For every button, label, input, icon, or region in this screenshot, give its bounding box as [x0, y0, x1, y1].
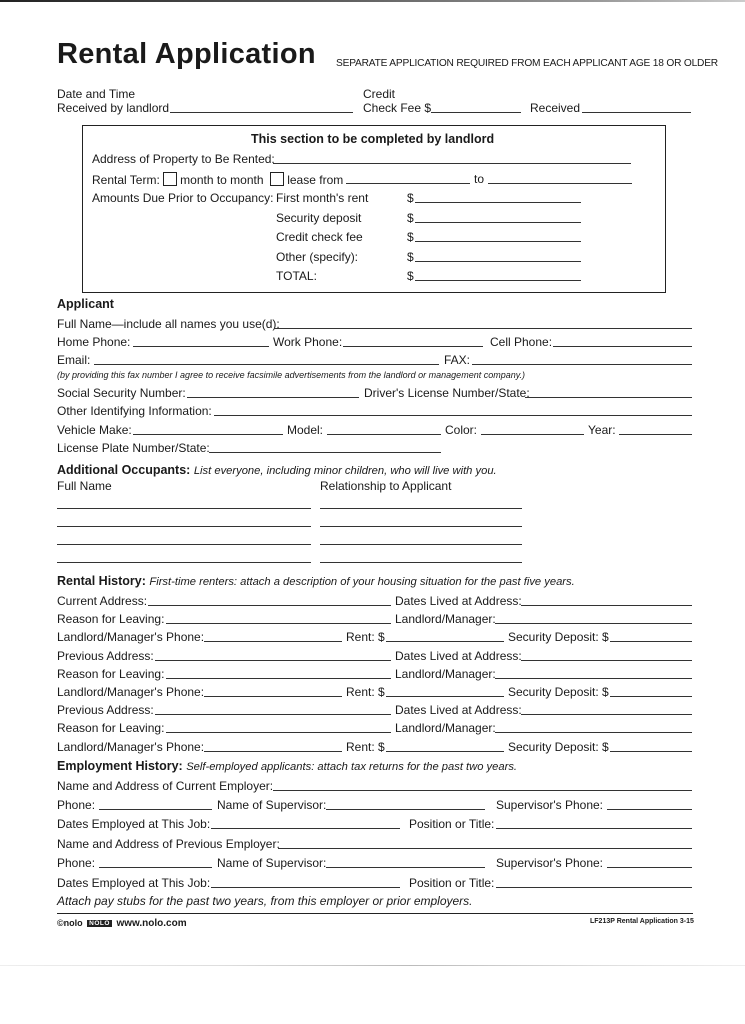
current-reason-leaving-field[interactable]: [166, 623, 391, 624]
currency-sign: $: [407, 230, 414, 244]
previous-address-label: Previous Address:: [57, 649, 154, 663]
current-employer-field[interactable]: [273, 790, 692, 791]
previous-supervisor-field[interactable]: [326, 867, 485, 868]
first-month-rent-field[interactable]: [415, 202, 581, 203]
security-deposit-label: Security Deposit: $: [508, 630, 609, 644]
work-phone-field[interactable]: [343, 346, 483, 347]
cell-phone-label: Cell Phone:: [490, 335, 553, 349]
fax-consent-note: (by providing this fax number I agree to receive facsimile advertisements from the landlord or management company.): [57, 370, 526, 380]
lease-to-field[interactable]: [488, 183, 632, 184]
current-employer-phone-field[interactable]: [99, 809, 212, 810]
dates-lived-label: Dates Lived at Address:: [395, 594, 522, 608]
security-deposit-label: Security Deposit: $: [508, 685, 609, 699]
current-position-field[interactable]: [496, 828, 692, 829]
nolo-logo: NOLO: [89, 920, 110, 927]
current-landlord-manager-field[interactable]: [495, 623, 692, 624]
previous-position-field[interactable]: [496, 887, 692, 888]
applicant-heading: Applicant: [57, 297, 114, 311]
landlord-section-box: [82, 125, 666, 293]
date-time-label: Date and Time: [57, 87, 136, 101]
rent-label: Rent: $: [346, 685, 385, 699]
occupant-name-field-4[interactable]: [57, 562, 311, 563]
previous-landlord-phone-field-1[interactable]: [204, 696, 342, 697]
landlord-phone-label: Landlord/Manager's Phone:: [57, 630, 205, 644]
home-phone-field[interactable]: [133, 346, 269, 347]
previous-address-label: Previous Address:: [57, 703, 154, 717]
work-phone-label: Work Phone:: [273, 335, 343, 349]
cell-phone-field[interactable]: [553, 346, 692, 347]
dates-employed-label: Dates Employed at This Job:: [57, 876, 211, 890]
first-month-rent-label: First month's rent: [276, 191, 369, 205]
occupant-relationship-field-2[interactable]: [320, 526, 522, 527]
currency-sign: $: [407, 211, 414, 225]
landlord-section-heading: This section to be completed by landlord: [251, 132, 495, 146]
previous-employer-label: Name and Address of Previous Employer:: [57, 837, 280, 851]
landlord-manager-label: Landlord/Manager:: [395, 667, 496, 681]
security-deposit-field[interactable]: [415, 222, 581, 223]
previous-address-field-1[interactable]: [155, 660, 391, 661]
rental-term-text: Rental Term:: [92, 173, 160, 187]
other-specify-field[interactable]: [415, 261, 581, 262]
credit-check-fee-field[interactable]: [415, 241, 581, 242]
fax-label: FAX:: [444, 353, 471, 367]
website-link[interactable]: www.nolo.com: [116, 918, 187, 929]
model-label: Model:: [287, 423, 324, 437]
page-subtitle: SEPARATE APPLICATION REQUIRED FROM EACH APPLICANT AGE 18 OR OLDER: [336, 58, 718, 69]
currency-sign: $: [407, 191, 414, 205]
year-field[interactable]: [619, 434, 692, 435]
reason-leaving-label: Reason for Leaving:: [57, 667, 165, 681]
current-supervisor-phone-field[interactable]: [607, 809, 692, 810]
check-fee-label: Check Fee $: [363, 101, 432, 115]
supervisor-label: Name of Supervisor:: [217, 798, 327, 812]
previous-reason-leaving-field-2[interactable]: [166, 732, 391, 733]
previous-reason-leaving-field-1[interactable]: [166, 678, 391, 679]
credit-label: Credit: [363, 87, 396, 101]
current-rent-field[interactable]: [386, 641, 504, 642]
rental-history-heading: [57, 574, 575, 588]
lease-to-label: to: [474, 172, 485, 186]
currency-sign: $: [407, 269, 414, 283]
employment-heading: [57, 759, 517, 773]
dates-employed-label: Dates Employed at This Job:: [57, 817, 211, 831]
drivers-license-field[interactable]: [525, 397, 692, 398]
scan-artifact-line: [0, 965, 745, 966]
received-by-landlord-field[interactable]: [170, 112, 353, 113]
occupants-heading-text: Additional Occupants:: [57, 463, 191, 477]
lease-from-field[interactable]: [346, 183, 470, 184]
landlord-manager-label: Landlord/Manager:: [395, 612, 496, 626]
check-fee-field[interactable]: [431, 112, 521, 113]
occupant-name-field-3[interactable]: [57, 544, 311, 545]
drivers-license-label: Driver's License Number/State:: [364, 386, 530, 400]
copyright-text: ©nolo: [57, 918, 83, 928]
ssn-label: Social Security Number:: [57, 386, 186, 400]
current-dates-employed-field[interactable]: [211, 828, 400, 829]
license-plate-field[interactable]: [209, 452, 441, 453]
email-label: Email:: [57, 353, 91, 367]
footer-left: [57, 918, 187, 929]
vehicle-make-field[interactable]: [133, 434, 283, 435]
previous-rent-field-1[interactable]: [386, 696, 504, 697]
employment-heading-text: Employment History:: [57, 759, 183, 773]
home-phone-label: Home Phone:: [57, 335, 131, 349]
occupant-name-field-2[interactable]: [57, 526, 311, 527]
model-field[interactable]: [327, 434, 441, 435]
received-by-landlord-label: Received by landlord: [57, 101, 170, 115]
rental-history-instruction: First-time renters: attach a description of your housing situation for the past five years.: [149, 576, 575, 588]
employment-instruction: Self-employed applicants: attach tax returns for the past two years.: [186, 761, 518, 773]
month-to-month-checkbox[interactable]: [163, 172, 177, 186]
current-security-deposit-field[interactable]: [610, 641, 692, 642]
security-deposit-label: Security deposit: [276, 211, 362, 225]
current-address-field[interactable]: [148, 605, 391, 606]
other-id-field[interactable]: [214, 415, 692, 416]
occupant-relationship-field-3[interactable]: [320, 544, 522, 545]
landlord-manager-label: Landlord/Manager:: [395, 721, 496, 735]
occupant-full-name-header: Full Name: [57, 479, 112, 493]
rent-label: Rent: $: [346, 740, 385, 754]
supervisor-label: Name of Supervisor:: [217, 856, 327, 870]
supervisor-phone-label: Supervisor's Phone:: [496, 798, 604, 812]
current-employer-label: Name and Address of Current Employer:: [57, 779, 274, 793]
previous-supervisor-phone-field[interactable]: [607, 867, 692, 868]
previous-employer-phone-field[interactable]: [99, 867, 212, 868]
other-id-label: Other Identifying Information:: [57, 404, 212, 418]
previous-dates-employed-field[interactable]: [211, 887, 400, 888]
rent-label: Rent: $: [346, 630, 385, 644]
previous-employer-field[interactable]: [278, 848, 692, 849]
fax-field[interactable]: [472, 364, 692, 365]
received-label: Received: [530, 101, 581, 115]
scan-top-edge: [0, 0, 745, 2]
total-label: TOTAL:: [276, 269, 317, 283]
page-title: Rental Application: [57, 38, 316, 70]
occupant-name-field-1[interactable]: [57, 508, 311, 509]
dates-lived-label: Dates Lived at Address:: [395, 649, 522, 663]
employer-phone-label: Phone:: [57, 856, 96, 870]
rental-term-label: [92, 172, 343, 187]
previous-security-deposit-field-1[interactable]: [610, 696, 692, 697]
current-landlord-phone-field[interactable]: [204, 641, 342, 642]
footer-rule: [57, 913, 693, 914]
security-deposit-label: Security Deposit: $: [508, 740, 609, 754]
supervisor-phone-label: Supervisor's Phone:: [496, 856, 604, 870]
occupant-relationship-field-1[interactable]: [320, 508, 522, 509]
full-name-field[interactable]: [274, 328, 692, 329]
current-dates-lived-field[interactable]: [521, 605, 692, 606]
previous-landlord-manager-field-1[interactable]: [495, 678, 692, 679]
position-label: Position or Title:: [409, 817, 495, 831]
property-address-label: Address of Property to Be Rented:: [92, 152, 275, 166]
vehicle-make-label: Vehicle Make:: [57, 423, 132, 437]
landlord-phone-label: Landlord/Manager's Phone:: [57, 740, 205, 754]
occupants-instruction: List everyone, including minor children, who will live with you.: [193, 465, 497, 477]
previous-landlord-phone-field-2[interactable]: [204, 751, 342, 752]
full-name-label: Full Name—include all names you use(d):: [57, 317, 280, 331]
occupants-heading: [57, 463, 497, 477]
occupant-relationship-field-4[interactable]: [320, 562, 522, 563]
previous-dates-lived-field-2[interactable]: [521, 714, 692, 715]
previous-rent-field-2[interactable]: [386, 751, 504, 752]
total-field[interactable]: [415, 280, 581, 281]
employer-phone-label: Phone:: [57, 798, 96, 812]
previous-landlord-manager-field-2[interactable]: [495, 732, 692, 733]
previous-dates-lived-field-1[interactable]: [521, 660, 692, 661]
received-field[interactable]: [582, 112, 691, 113]
dates-lived-label: Dates Lived at Address:: [395, 703, 522, 717]
current-address-label: Current Address:: [57, 594, 148, 608]
rental-history-heading-text: Rental History:: [57, 574, 146, 588]
pay-stubs-note: Attach pay stubs for the past two years, from this employer or prior employers.: [57, 894, 473, 908]
form-id: LF213P Rental Application 3-15: [590, 918, 694, 925]
lease-from-label: lease from: [287, 173, 344, 187]
reason-leaving-label: Reason for Leaving:: [57, 612, 165, 626]
reason-leaving-label: Reason for Leaving:: [57, 721, 165, 735]
previous-address-field-2[interactable]: [155, 714, 391, 715]
license-plate-label: License Plate Number/State:: [57, 441, 210, 455]
previous-security-deposit-field-2[interactable]: [610, 751, 692, 752]
amounts-due-label: Amounts Due Prior to Occupancy:: [92, 191, 274, 205]
occupant-relationship-header: Relationship to Applicant: [320, 479, 452, 493]
ssn-field[interactable]: [187, 397, 359, 398]
color-field[interactable]: [481, 434, 584, 435]
year-label: Year:: [588, 423, 616, 437]
currency-sign: $: [407, 250, 414, 264]
credit-check-fee-label: Credit check fee: [276, 230, 363, 244]
other-specify-label: Other (specify):: [276, 250, 359, 264]
month-to-month-label: month to month: [180, 173, 264, 187]
position-label: Position or Title:: [409, 876, 495, 890]
property-address-field[interactable]: [273, 163, 631, 164]
landlord-phone-label: Landlord/Manager's Phone:: [57, 685, 205, 699]
lease-checkbox[interactable]: [270, 172, 284, 186]
color-label: Color:: [445, 423, 478, 437]
current-supervisor-field[interactable]: [326, 809, 485, 810]
email-field[interactable]: [94, 364, 439, 365]
